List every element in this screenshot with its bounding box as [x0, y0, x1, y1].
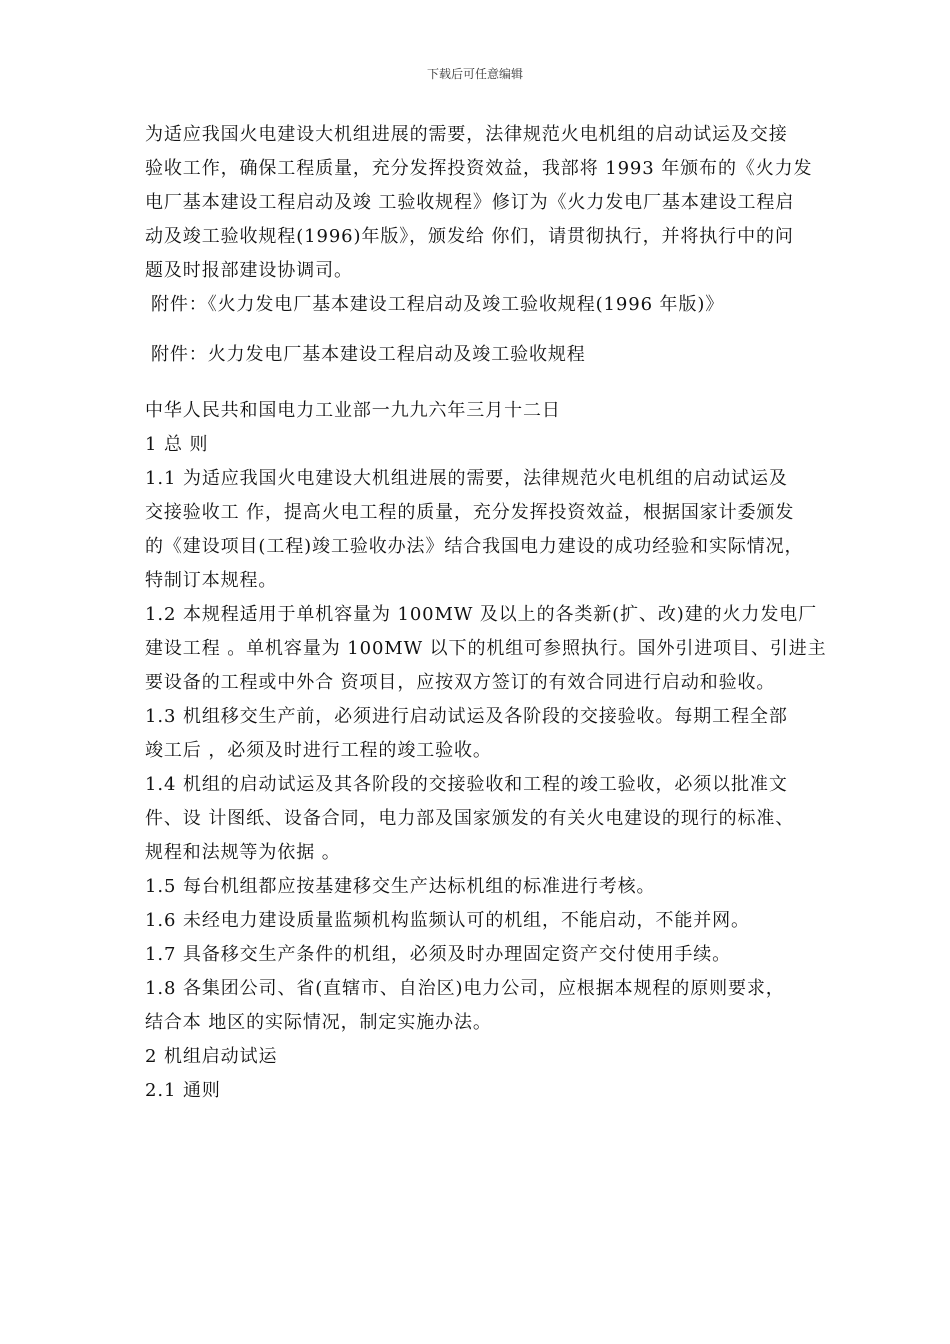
page-header: 下载后可任意编辑 — [426, 67, 523, 81]
clause-line: 件、设 计图纸、设备合同，电力部及国家颁发的有关火电建设的现行的标准、 — [145, 808, 795, 829]
clause-line: 的《建设项目(工程)竣工验收办法》结合我国电力建设的成功经验和实际情况， — [145, 536, 804, 557]
issuer-date: 中华人民共和国电力工业部一九九六年三月十二日 — [145, 400, 561, 421]
attachment-title: 附件：火力发电厂基本建设工程启动及竣工验收规程 — [151, 344, 586, 365]
clause-line: 竣工后 ，必须及时进行工程的竣工验收。 — [145, 740, 492, 761]
subsection-title: 2.1 通则 — [145, 1080, 221, 1101]
document-body — [145, 118, 825, 1108]
clause-line: 要设备的工程或中外合 资项目，应按双方签订的有效合同进行启动和验收。 — [145, 672, 776, 693]
section-title: 1 总 则 — [145, 434, 209, 455]
intro-line: 电厂基本建设工程启动及竣 工验收规程》修订为《火力发电厂基本建设工程启 — [145, 192, 795, 213]
clause-line: 交接验收工 作，提高火电工程的质量，充分发挥投资效益，根据国家计委颁发 — [145, 502, 795, 523]
intro-line: 动及竣工验收规程(1996)年版》，颁发给 你们，请贯彻执行，并将执行中的问 — [145, 226, 794, 247]
clause-line: 1.2 本规程适用于单机容量为 100MW 及以上的各类新(扩、改)建的火力发电厂 — [145, 604, 818, 625]
clause-line: 1.6 未经电力建设质量监频机构监频认可的机组，不能启动，不能并网。 — [145, 910, 750, 931]
attachment-line: 附件：《火力发电厂基本建设工程启动及竣工验收规程(1996 年版)》 — [151, 294, 725, 315]
clause-line: 1.5 每台机组都应按基建移交生产达标机组的标准进行考核。 — [145, 876, 656, 897]
clause-line: 建设工程 。单机容量为 100MW 以下的机组可参照执行。国外引进项目、引进主 — [145, 638, 827, 659]
intro-line: 验收工作，确保工程质量，充分发挥投资效益，我部将 1993 年颁布的《火力发 — [145, 158, 813, 179]
clause-line: 1.3 机组移交生产前，必须进行启动试运及各阶段的交接验收。每期工程全部 — [145, 706, 788, 727]
section-title: 2 机组启动试运 — [145, 1046, 278, 1067]
clause-line: 规程和法规等为依据 。 — [145, 842, 341, 863]
intro-line: 为适应我国火电建设大机组进展的需要，法律规范火电机组的启动试运及交接 — [145, 124, 788, 145]
clause-line: 结合本 地区的实际情况，制定实施办法。 — [145, 1012, 492, 1033]
clause-line: 特制订本规程。 — [145, 570, 278, 591]
clause-line: 1.1 为适应我国火电建设大机组进展的需要，法律规范火电机组的启动试运及 — [145, 468, 788, 489]
clause-line: 1.4 机组的启动试运及其各阶段的交接验收和工程的竣工验收，必须以批准文 — [145, 774, 788, 795]
clause-line: 1.8 各集团公司、省(直辖市、自治区)电力公司，应根据本规程的原则要求， — [145, 978, 785, 999]
intro-line: 题及时报部建设协调司。 — [145, 260, 353, 281]
clause-line: 1.7 具备移交生产条件的机组，必须及时办理固定资产交付使用手续。 — [145, 944, 732, 965]
